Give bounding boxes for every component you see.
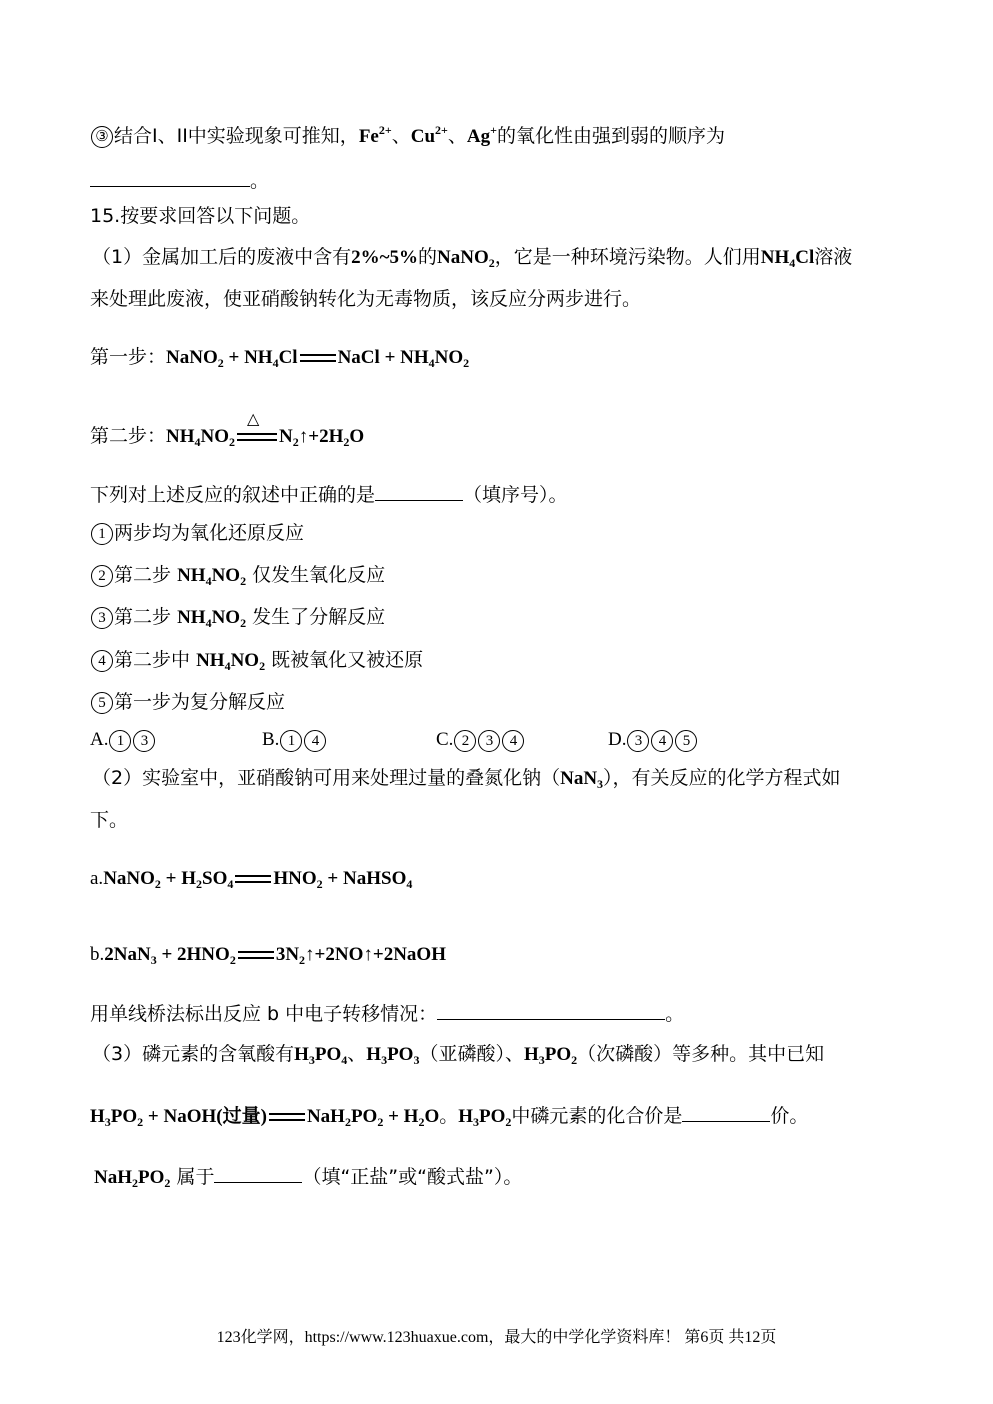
option-c[interactable]: C. 2 3 4 <box>436 729 525 752</box>
q15-p3-line2: $H_3PO_2$ + NaOH(过量) $NaH_2PO_2 + H_2O$。$H_3PO_2$中磷元素的化合价是 价。 <box>90 1105 809 1129</box>
statement-2: 2 第二步 $NH_4NO_2$ 仅发生氧化反应 <box>90 563 385 588</box>
q15-p1-line2: 来处理此废液，使亚硝酸钠转化为无毒物质，该反应分两步进行。 <box>90 288 642 310</box>
equals-sign <box>300 354 336 362</box>
statement-1: 1 两步均为氧化还原反应 <box>90 521 304 545</box>
answer-blank[interactable] <box>682 1103 770 1122</box>
heat-equals-sign <box>237 408 277 441</box>
circled-number: ③ <box>91 126 113 148</box>
step1-equation: 第一步：NaNO$_2$ + $NH_4Cl$ NaCl + $NH_4NO_2$ <box>90 346 470 370</box>
equation-a: a.NaNO$_2$ + $H_2SO_4$ $HNO_2$ + NaHSO$_4$ <box>90 868 413 891</box>
q14-part3-line: ③ 结合I、II中实验现象可推知，$Fe^{2+}$、$Cu^{2+}$、Ag+的氧化性由强到弱的顺序为 <box>90 124 725 149</box>
option-a[interactable]: A. 1 3 <box>90 729 156 752</box>
option-d[interactable]: D. 3 4 5 <box>608 729 698 752</box>
equation-b: $b.2NaN_3 + 2HNO_2$ $3N_2↑+2NO↑+2NaOH$ <box>90 944 446 967</box>
ion-ag: Ag+ <box>466 123 497 147</box>
statement-4: 4 第二步中 $NH_4NO_2$ 既被氧化又被还原 <box>90 648 423 673</box>
q15-title: 15.按要求回答以下问题。 <box>90 205 311 227</box>
q15-p3-line3: $NaH_2PO_2$ 属于 （填“正盐”或“酸式盐”）。 <box>94 1166 523 1190</box>
q15-ask: 下列对上述反应的叙述中正确的是 （填序号）。 <box>90 484 568 506</box>
q15-p3-line1: （3）磷元素的含氧酸有$H_3PO_4$、$H_3PO_3$（亚磷酸）、$H_3PO_2$（次磷酸）等多种。其中已知 <box>92 1043 825 1067</box>
option-b[interactable]: B. 1 4 <box>262 729 327 752</box>
q15-p2-line1: （2）实验室中，亚硝酸钠可用来处理过量的叠氮化钠（NaN$_3$），有关反应的化学方程式如 <box>92 767 841 791</box>
statement-3: 3 第二步 $NH_4NO_2$ 发生了分解反应 <box>90 605 385 630</box>
statement-5: 5 第一步为复分解反应 <box>90 690 285 714</box>
answer-blank[interactable] <box>375 482 463 501</box>
answer-blank[interactable] <box>90 168 250 187</box>
ion-fe: $Fe^{2+}$ <box>358 123 392 147</box>
equals-sign <box>235 875 271 883</box>
page-footer: 123化学网，https://www.123huaxue.com，最大的中学化学资料库！ 第6页 共12页 <box>216 1329 777 1346</box>
q15-p2-line2: 下。 <box>90 809 129 831</box>
bridge-line: 用单线桥法标出反应 b 中电子转移情况： 。 <box>90 1003 685 1025</box>
answer-blank[interactable] <box>437 1001 665 1020</box>
q14-answer-line: 。 <box>90 168 269 193</box>
step2-equation: 第二步：$NH_4NO_2$ △ $N_2↑+2H_2O$ <box>90 408 365 449</box>
ion-cu: $Cu^{2+}$ <box>410 123 448 147</box>
equals-sign <box>238 951 274 959</box>
answer-blank[interactable] <box>214 1164 302 1183</box>
q15-p1-line1: （1）金属加工后的废液中含有2%~5%的NaNO$_2$，它是一种环境污染物。人们用$NH_4Cl$溶液 <box>92 246 853 270</box>
equals-sign <box>269 1113 305 1121</box>
heat-symbol: △ <box>247 408 260 428</box>
